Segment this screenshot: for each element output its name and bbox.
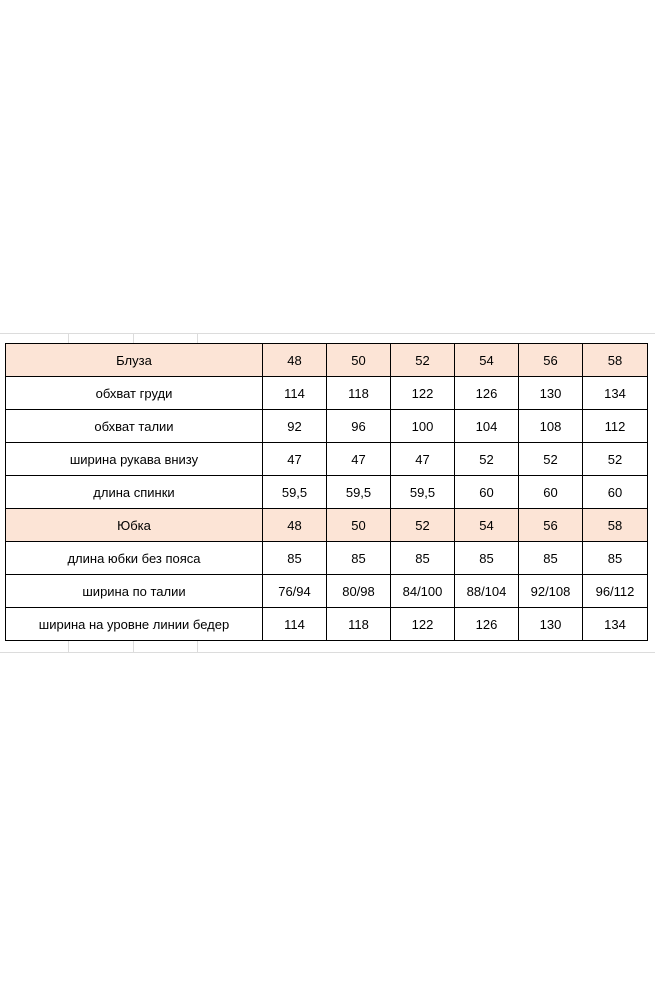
value-cell[interactable]: 47: [263, 443, 327, 476]
value-cell[interactable]: 108: [519, 410, 583, 443]
section-title-cell[interactable]: Блуза: [6, 344, 263, 377]
size-header-cell[interactable]: 58: [583, 509, 648, 542]
value-cell[interactable]: 85: [455, 542, 519, 575]
size-header-cell[interactable]: 56: [519, 344, 583, 377]
value-cell[interactable]: 85: [327, 542, 391, 575]
value-cell[interactable]: 130: [519, 377, 583, 410]
section-header-row: [6, 509, 648, 542]
value-cell[interactable]: 118: [327, 608, 391, 641]
value-cell[interactable]: 92/108: [519, 575, 583, 608]
value-cell[interactable]: 85: [519, 542, 583, 575]
value-cell[interactable]: 59,5: [263, 476, 327, 509]
spreadsheet-area: [0, 333, 655, 653]
value-cell[interactable]: 76/94: [263, 575, 327, 608]
value-cell[interactable]: 47: [327, 443, 391, 476]
value-cell[interactable]: 122: [391, 608, 455, 641]
value-cell[interactable]: 134: [583, 608, 648, 641]
measurement-label-cell[interactable]: длина спинки: [6, 476, 263, 509]
value-cell[interactable]: 80/98: [327, 575, 391, 608]
measurement-label-cell[interactable]: ширина на уровне линии бедер: [6, 608, 263, 641]
value-cell[interactable]: 88/104: [455, 575, 519, 608]
measurement-label-cell[interactable]: обхват груди: [6, 377, 263, 410]
measurement-label-cell[interactable]: обхват талии: [6, 410, 263, 443]
value-cell[interactable]: 130: [519, 608, 583, 641]
gridline: [0, 652, 655, 653]
value-cell[interactable]: 84/100: [391, 575, 455, 608]
value-cell[interactable]: 85: [391, 542, 455, 575]
measurement-label-cell[interactable]: длина юбки без пояса: [6, 542, 263, 575]
value-cell[interactable]: 112: [583, 410, 648, 443]
table-row: [6, 608, 648, 641]
value-cell[interactable]: 104: [455, 410, 519, 443]
table-row: [6, 443, 648, 476]
section-title-cell[interactable]: Юбка: [6, 509, 263, 542]
size-header-cell[interactable]: 48: [263, 344, 327, 377]
table-row: [6, 377, 648, 410]
value-cell[interactable]: 52: [519, 443, 583, 476]
value-cell[interactable]: 85: [583, 542, 648, 575]
value-cell[interactable]: 134: [583, 377, 648, 410]
measurement-label-cell[interactable]: ширина по талии: [6, 575, 263, 608]
size-header-cell[interactable]: 54: [455, 344, 519, 377]
value-cell[interactable]: 114: [263, 608, 327, 641]
gridline: [68, 333, 69, 343]
table-row: [6, 542, 648, 575]
value-cell[interactable]: 60: [455, 476, 519, 509]
gridline: [197, 333, 198, 343]
value-cell[interactable]: 59,5: [391, 476, 455, 509]
section-header-row: [6, 344, 648, 377]
size-header-cell[interactable]: 52: [391, 509, 455, 542]
value-cell[interactable]: 114: [263, 377, 327, 410]
value-cell[interactable]: 122: [391, 377, 455, 410]
value-cell[interactable]: 47: [391, 443, 455, 476]
value-cell[interactable]: 126: [455, 377, 519, 410]
value-cell[interactable]: 59,5: [327, 476, 391, 509]
value-cell[interactable]: 118: [327, 377, 391, 410]
value-cell[interactable]: 60: [583, 476, 648, 509]
value-cell[interactable]: 126: [455, 608, 519, 641]
size-header-cell[interactable]: 50: [327, 344, 391, 377]
measurement-label-cell[interactable]: ширина рукава внизу: [6, 443, 263, 476]
value-cell[interactable]: 96/112: [583, 575, 648, 608]
table-row: [6, 476, 648, 509]
size-header-cell[interactable]: 52: [391, 344, 455, 377]
size-header-cell[interactable]: 56: [519, 509, 583, 542]
value-cell[interactable]: 100: [391, 410, 455, 443]
size-header-cell[interactable]: 58: [583, 344, 648, 377]
size-header-cell[interactable]: 48: [263, 509, 327, 542]
gridline: [133, 333, 134, 343]
value-cell[interactable]: 96: [327, 410, 391, 443]
size-header-cell[interactable]: 50: [327, 509, 391, 542]
value-cell[interactable]: 85: [263, 542, 327, 575]
value-cell[interactable]: 52: [583, 443, 648, 476]
table-row: [6, 410, 648, 443]
size-header-cell[interactable]: 54: [455, 509, 519, 542]
value-cell[interactable]: 92: [263, 410, 327, 443]
gridline: [0, 333, 655, 334]
value-cell[interactable]: 52: [455, 443, 519, 476]
size-chart-table: [5, 343, 648, 641]
table-row: [6, 575, 648, 608]
value-cell[interactable]: 60: [519, 476, 583, 509]
